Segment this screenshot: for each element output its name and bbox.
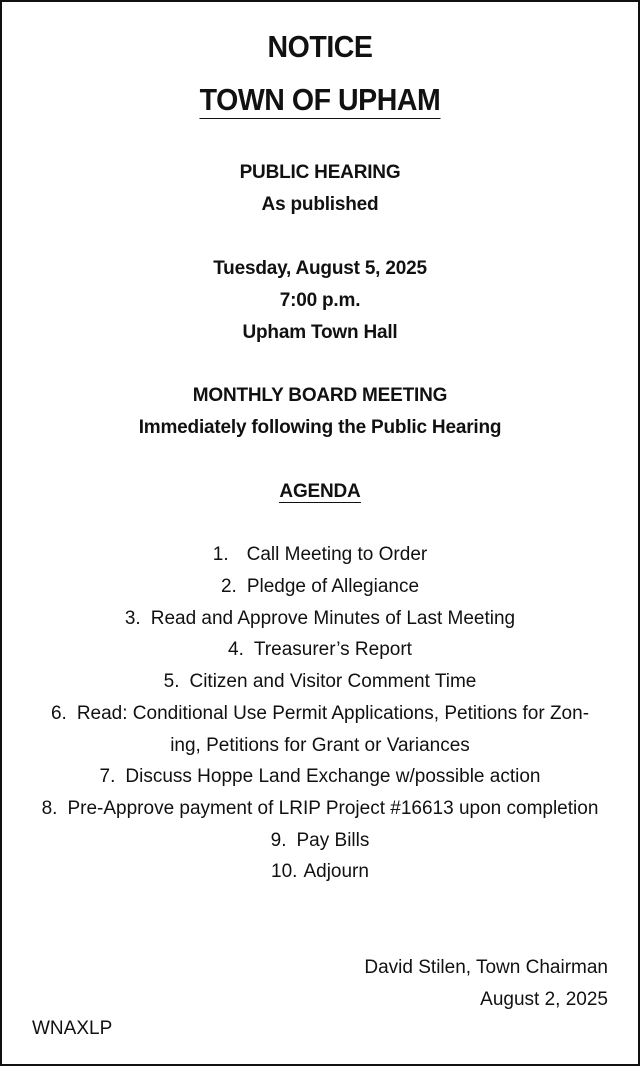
- agenda-item: [2, 798, 638, 820]
- agenda-item-text: Adjourn: [303, 861, 369, 882]
- agenda-item-number: 8.: [41, 798, 58, 819]
- agenda-item: [2, 576, 638, 598]
- agenda-item-continuation: ing, Petitions for Grant or Variances: [170, 735, 470, 756]
- agenda-item-number: 1.: [212, 544, 229, 565]
- agenda-item: [2, 766, 638, 788]
- meeting-time: 7:00 p.m.: [279, 290, 361, 311]
- publication-code: WNAXLP: [32, 1018, 113, 1039]
- agenda-item-text: Pay Bills: [296, 830, 370, 851]
- public-hearing-heading: PUBLIC HEARING: [239, 162, 401, 183]
- agenda-item-number: 3.: [124, 608, 141, 629]
- agenda-item-text: Treasurer’s Report: [253, 639, 412, 660]
- agenda-item-text: Citizen and Visitor Comment Time: [189, 671, 477, 692]
- agenda-item: [2, 703, 638, 725]
- meeting-date: Tuesday, August 5, 2025: [213, 258, 427, 279]
- notice-title: NOTICE: [267, 29, 373, 64]
- board-meeting-sub: Immediately following the Public Hearing: [138, 417, 502, 438]
- agenda-item-text: Pre-Approve payment of LRIP Project #16613 upon completion: [67, 798, 599, 819]
- meeting-place: Upham Town Hall: [242, 322, 398, 343]
- agenda-item-text: Discuss Hoppe Land Exchange w/possible action: [125, 766, 541, 787]
- agenda-item-number: 7.: [99, 766, 116, 787]
- town-title-text: TOWN OF UPHAM: [199, 82, 441, 117]
- agenda-item-text: Read: Conditional Use Permit Applications, Petitions for Zon-: [76, 703, 590, 724]
- agenda-item: [2, 639, 638, 661]
- agenda-item-number: 9.: [270, 830, 287, 851]
- agenda-item-text: Read and Approve Minutes of Last Meeting: [150, 608, 516, 629]
- agenda-item: [2, 861, 638, 883]
- agenda-item-text: Call Meeting to Order: [246, 544, 428, 565]
- board-meeting-heading: MONTHLY BOARD MEETING: [192, 385, 448, 406]
- agenda-item: [2, 608, 638, 630]
- agenda-item: [2, 544, 638, 566]
- agenda-item-number: 5.: [163, 671, 180, 692]
- signature-date: August 2, 2025: [480, 989, 608, 1010]
- agenda-item: [2, 671, 638, 693]
- agenda-item-number: 2.: [220, 576, 237, 597]
- agenda-item-number: 4.: [228, 639, 244, 660]
- agenda-heading: [2, 481, 638, 503]
- signature-name: David Stilen, Town Chairman: [364, 957, 608, 978]
- agenda-item: [2, 830, 638, 852]
- public-hearing-sub: As published: [261, 194, 379, 215]
- agenda-item-number: 6.: [50, 703, 67, 724]
- agenda-heading-text: AGENDA: [279, 481, 361, 502]
- agenda-item-text: Pledge of Allegiance: [246, 576, 420, 597]
- agenda-item-number: 10.: [271, 861, 298, 882]
- town-title: [27, 82, 612, 118]
